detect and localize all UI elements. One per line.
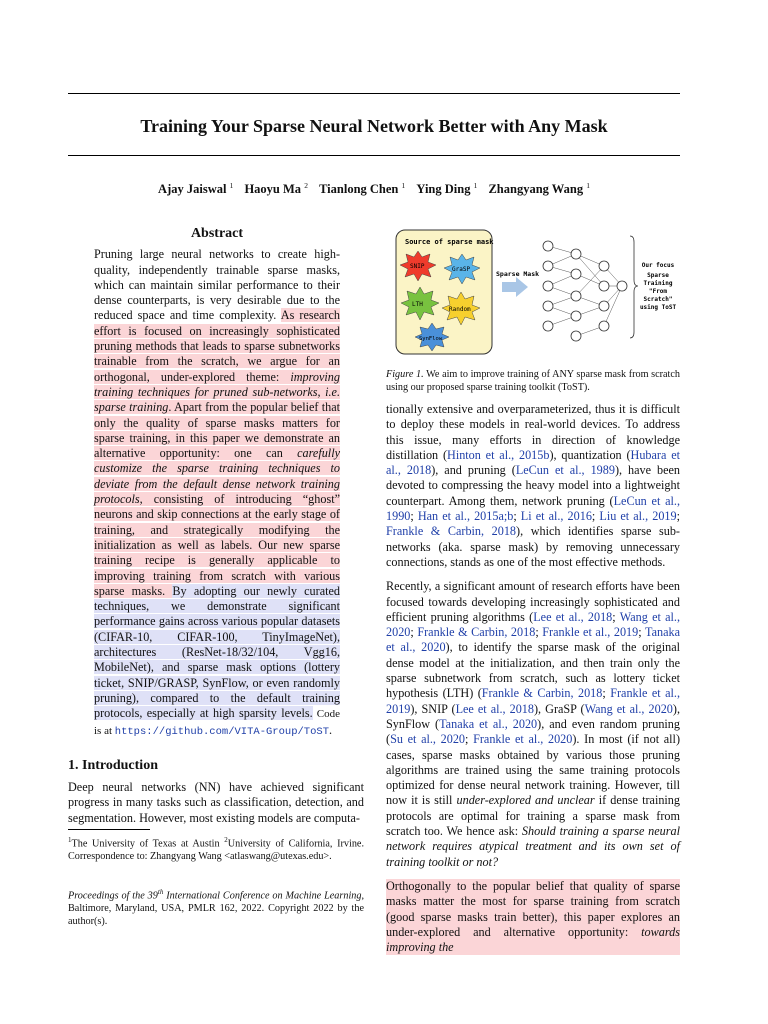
abstract-heading: Abstract	[190, 226, 244, 241]
network-edges	[548, 246, 622, 336]
text-run: Recently, a significant amount of research efforts have been focused towards developing increasingly sophisticated and efficient pruning algorithms (	[386, 579, 680, 624]
text-run: ;	[676, 509, 680, 524]
text-run: ), and pruning (	[431, 463, 516, 478]
text-run: ), have been devoted to compressing the heavy model into a lightweight counterpart. Among them, network pruning (	[386, 463, 681, 508]
code-link[interactable]: https://github.com/VITA-Group/ToST	[114, 725, 330, 738]
svg-text:"From: "From	[648, 288, 668, 295]
citation-link[interactable]: Frankle et al., 2019	[542, 625, 639, 640]
mask-label: SynFlow	[419, 336, 443, 342]
top-rule	[68, 93, 680, 94]
figure-caption: Figure 1. We aim to improve training of ANY sparse mask from scratch using our proposed sparse training toolkit (ToST).	[386, 369, 680, 393]
highlight-red: As research effort is focused on increasingly sophisticated pruning methods that leads to sparse subnetworks trainable from the scratch, we argue for an orthogonal, under-explored theme: improving training techniques for pruned sub-networks, i.e. sparse training. Apart from the popular belief that only the quality of sparse masks matters for sparse training, in this paper we demonstrate an alternative opportunity: one can carefully customize the sparse training techniques to deviate from the default dense network training protocols, consisting of introducing “ghost” neurons and skip connections at the early stage of training, and strategically modifying the initialization as well as labels. Our new sparse training recipe is generally applicable to improving training from scratch with various sparse masks.	[94, 308, 341, 598]
text-run: ;	[535, 625, 543, 640]
arrow-icon	[502, 277, 528, 297]
author: Haoyu Ma $^2$	[244, 181, 308, 197]
text-run: ;	[591, 509, 600, 524]
author: Ajay Jaiswal $^1$	[158, 181, 234, 197]
mask-label: GraSP	[452, 266, 471, 273]
section-heading: 1. Introduction	[68, 758, 158, 773]
brace	[630, 236, 638, 338]
svg-text:Sparse: Sparse	[647, 272, 669, 279]
author-list	[68, 181, 680, 197]
mask-label: SNIP	[410, 263, 425, 270]
text-run: ;	[410, 625, 418, 640]
text-run: Should training a sparse neural network requires atypical treatment and its own set of training toolkit or not?	[386, 824, 680, 869]
box-title: Source of sparse mask	[405, 238, 494, 246]
footnote: $^1$The University of Texas at Austin $^2$University of California, Irvine. Correspondence to: Zhangyang Wang <atlaswang@utexas.edu>.	[68, 836, 364, 863]
text-run: towards improving the	[386, 924, 680, 955]
mask-label: LTH	[412, 301, 423, 308]
paragraph-highlighted	[386, 879, 680, 955]
text-run: ), to identify the sparse mask of the original dense model at the initialization, and then train only the sparse subnetwork from scratch, such as lottery ticket hypothesis (LTH) (	[386, 640, 680, 701]
text-run: ). In most (if not all) cases, sparse masks obtained by various those pruning algorithms are trained using the same training protocols optimized for dense neural network training. However, till now it is still	[386, 732, 680, 808]
text-run: ), which identifies sparse sub-networks (aka. sparse mask) by removing unnecessary connections, stands as one of the most effective methods.	[386, 524, 680, 569]
text-run: Orthogonally to the popular belief that quality of sparse masks matter the most for sparse training from scratch (good sparse masks train better), this paper explores an under-explored and alternative opportunity:	[386, 878, 680, 939]
citation-link[interactable]: Frankle et al., 2020	[473, 732, 573, 747]
paragraph	[386, 402, 680, 570]
mask-label: Random	[449, 306, 471, 313]
svg-text:Training: Training	[643, 280, 673, 287]
citation-link[interactable]: Tanaka et al., 2020	[439, 716, 538, 731]
figure-1	[386, 224, 680, 360]
figure-diagram	[386, 224, 680, 360]
text-run: ;	[612, 609, 620, 624]
citation-link[interactable]: Lee et al., 2018	[455, 701, 534, 716]
citation-link[interactable]: Wang et al., 2020	[386, 609, 681, 640]
title-rule	[68, 155, 680, 156]
author: Zhangyang Wang $^1$	[488, 181, 590, 197]
svg-text:Scratch": Scratch"	[643, 296, 673, 303]
citation-link[interactable]: Han et al., 2015a;b	[417, 509, 514, 524]
citation-link[interactable]: LeCun et al., 1990	[386, 493, 680, 524]
arrow-label: Sparse Mask	[496, 270, 540, 278]
text-run: ), SNIP (	[410, 701, 456, 716]
text-run: ;	[465, 732, 474, 747]
right-column	[386, 402, 680, 964]
text-run: ), SynFlow (	[386, 701, 680, 731]
footnote-rule	[68, 829, 150, 830]
text-run: if dense training protocols are optimal for training a sparse mask from scratch too. We hence ask:	[386, 793, 680, 839]
abstract-text: Pruning large neural networks to create high-quality, independently trainable sparse masks, which can maintain similar performance to their dense counterparts, is very desirable due to the reduced space and time complexity. As research effort is focused on increasingly sophisticated pruning methods that leads to sparse subnetworks trainable from the scratch, we argue for an orthogonal, under-explored theme: improving training techniques for pruned sub-networks, i.e. sparse training. Apart from the popular belief that only the quality of sparse masks matters for sparse training, in this paper we demonstrate an alternative opportunity: one can carefully customize the sparse training techniques to deviate from the default dense network training protocols, consisting of introducing “ghost” neurons and skip connections at the early stage of training, and strategically modifying the initialization as well as labels. Our new sparse training recipe is generally applicable to improving training from scratch with various sparse masks. By adopting our newly curated techniques, we demonstrate significant performance gains across various popular datasets (CIFAR-10, CIFAR-100, TinyImageNet), architectures (ResNet-18/32/104, Vgg16, MobileNet), and sparse mask options (lottery ticket, SNIP/GRASP, SynFlow, or even randomly pruning), compared to the default training protocols, especially at high sparsity levels. Code is at https://github.com/VITA-Group/ToST.	[94, 247, 341, 738]
proceedings-note: Proceedings of the 39th International Conference on Machine Learning, Baltimore, Maryland, USA, PMLR 162, 2022. Copyright 2022 by the author(s).	[68, 888, 365, 928]
citation-link[interactable]: Frankle & Carbin, 2018	[386, 524, 517, 539]
svg-text:using ToST: using ToST	[639, 304, 677, 311]
citation-link[interactable]: Su et al., 2020	[390, 732, 466, 747]
network-nodes	[543, 241, 627, 341]
text-run: ), GraSP (	[534, 701, 585, 716]
text-run: ), and even random pruning (	[386, 716, 680, 747]
citation-link[interactable]: Wang et al., 2020	[584, 701, 673, 716]
citation-link[interactable]: Hinton et al., 2015b	[447, 447, 550, 462]
author: Tianlong Chen $^1$	[319, 181, 406, 197]
text-run: under-explored and unclear	[456, 793, 595, 808]
author: Ying Ding $^1$	[416, 181, 478, 197]
citation-link[interactable]: LeCun et al., 1989	[515, 463, 615, 478]
focus-text	[640, 262, 677, 311]
citation-link[interactable]: Tanaka et al., 2020	[386, 625, 680, 655]
paper-title: Training Your Sparse Neural Network Better with Any Mask	[140, 116, 608, 136]
text-run: ), quantization (	[549, 447, 631, 462]
intro-text: Deep neural networks (NN) have achieved significant progress in many tasks such as classification, detection, and segmentation. However, most existing models are computa-	[68, 780, 364, 825]
paragraph	[386, 579, 680, 870]
citation-link[interactable]: Frankle & Carbin, 2018	[481, 686, 603, 701]
text-run: ;	[410, 509, 418, 524]
abstract-section	[94, 226, 340, 740]
citation-link[interactable]: Hubara et al., 2018	[386, 447, 680, 478]
text-run: ;	[638, 625, 645, 640]
citation-link[interactable]: Li et al., 2016	[520, 509, 592, 524]
highlight-blue: By adopting our newly curated techniques, we demonstrate significant performance gains across various popular datasets (CIFAR-10, CIFAR-100, TinyImageNet), architectures (ResNet-18/32/104, Vgg16, MobileNet), and sparse mask options (lottery ticket, SNIP/GRASP, SynFlow, or even randomly pruning), compared to the default training protocols, especially at high sparsity levels.	[94, 583, 340, 721]
citation-link[interactable]: Lee et al., 2018	[533, 609, 613, 624]
citation-link[interactable]: Liu et al., 2019	[599, 509, 677, 524]
citation-link[interactable]: Frankle & Carbin, 2018	[417, 625, 536, 640]
text-run: tionally extensive and overparameterized, thus it is difficult to deploy these models in real-world devices. To address this issue, many efforts in direction of knowledge distillation (	[386, 402, 680, 462]
text-run: ;	[513, 509, 521, 524]
text-run: ;	[602, 686, 611, 701]
svg-text:Our focus: Our focus	[641, 262, 675, 269]
citation-link[interactable]: Frankle et al., 2019	[386, 686, 680, 716]
